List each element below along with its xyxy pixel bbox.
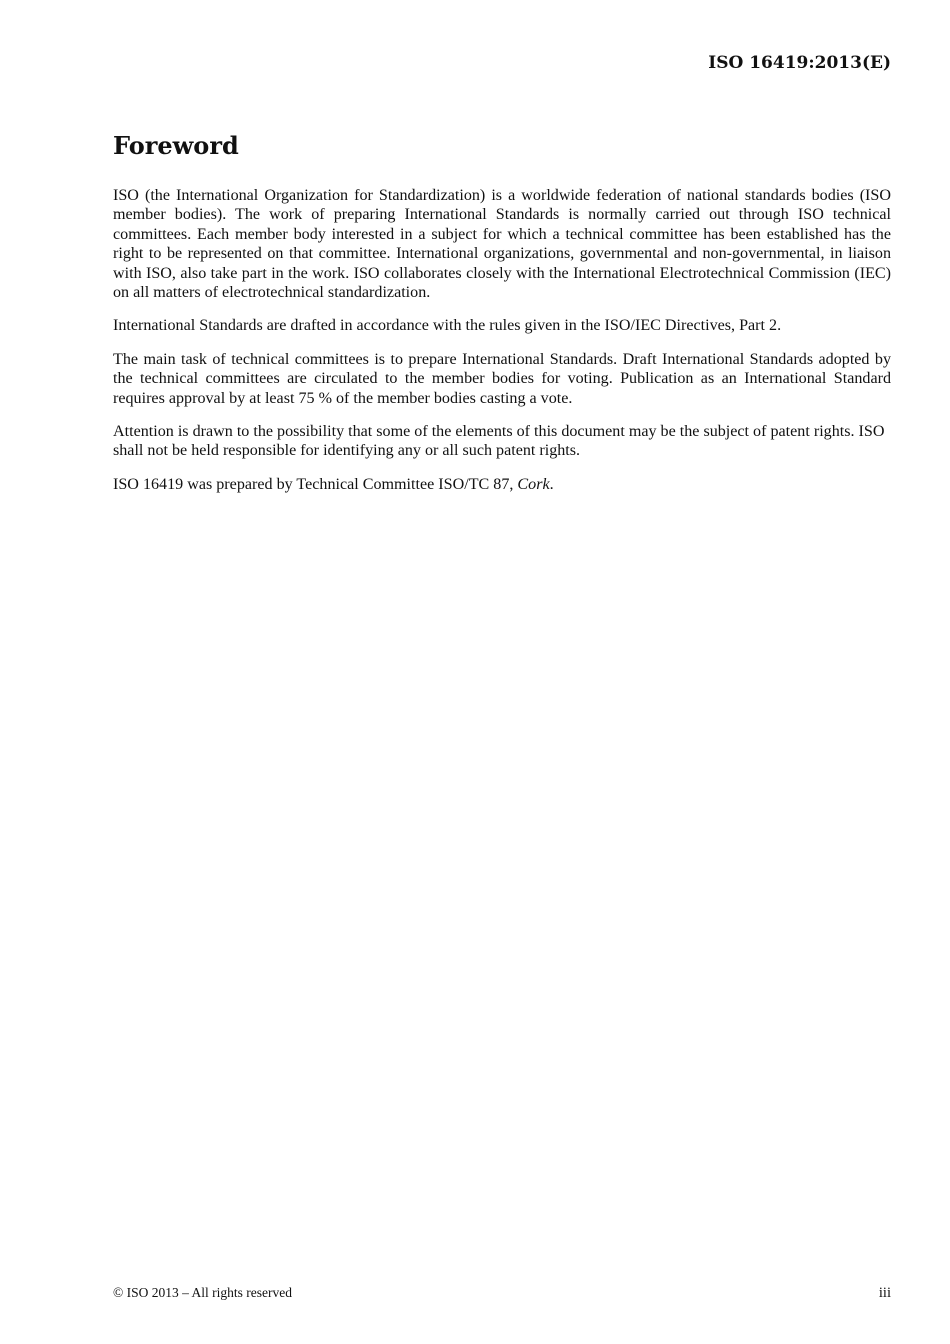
page-number: iii [878,1285,891,1301]
copyright-notice: © ISO 2013 – All rights reserved [113,1285,292,1300]
foreword-body [113,186,891,508]
committee-name: Cork [517,475,550,493]
paragraph-committee-task: The main task of technical committees is to prepare International Standards. Draft International Standards adopted by the technical committees are circulated to the member bodies for voting. Publication as an International Standard requires approval by at least 75 % of the member bodies casting a vote. [113,350,891,407]
page-footer [113,1285,891,1302]
paragraph-drafting-rules: International Standards are drafted in accordance with the rules given in the ISO/IEC Directives, Part 2. [113,317,782,335]
prepared-by-end: . [549,475,554,493]
prepared-by-text: ISO 16419 was prepared by Technical Committee ISO/TC 87, [113,475,518,493]
paragraph-iso-description: ISO (the International Organization for Standardization) is a worldwide federation of national standards bodies (ISO member bodies). The work of preparing International Standards is normally carried out through ISO technical committees. Each member body interested in a subject for which a technical committee has been established has the right to be represented on that committee. International organizations, governmental and non-governmental, in liaison with ISO, also take part in the work. ISO collaborates closely with the International Electrotechnical Commission (IEC) on all matters of electrotechnical standardization. [113,187,891,302]
page-title: Foreword [113,131,239,160]
paragraph-patent-rights: Attention is drawn to the possibility that some of the elements of this document may be the subject of patent rights. ISO shall not be held responsible for identifying any or all such patent rights. [113,423,885,460]
document-reference: ISO 16419:2013(E) [708,53,891,73]
paragraph-prepared-by [113,475,891,494]
